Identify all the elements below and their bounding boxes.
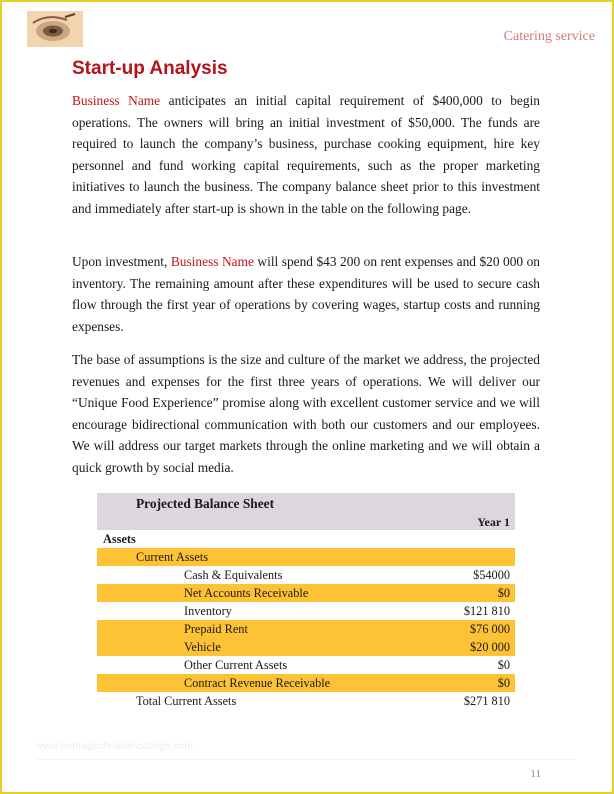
- row-value: $121 810: [463, 604, 510, 618]
- paragraph-investment-use: [72, 251, 540, 337]
- table-row-prepaid-rent: [97, 620, 515, 638]
- table-row-current-assets: [97, 548, 515, 566]
- table-row-inventory: [97, 602, 515, 620]
- footer-divider: [36, 759, 576, 760]
- balance-sheet-header: [97, 493, 515, 530]
- row-label: Net Accounts Receivable: [184, 586, 309, 600]
- row-value: $20 000: [470, 640, 510, 654]
- table-row-total-current-assets: [97, 692, 515, 710]
- paragraph-text-lead: Upon investment,: [72, 254, 171, 269]
- row-label: Cash & Equivalents: [184, 568, 283, 582]
- row-value: $0: [497, 586, 510, 600]
- table-row-assets: [97, 530, 515, 548]
- table-row-contract-revenue-receivable: [97, 674, 515, 692]
- paragraph-assumptions: [72, 349, 540, 479]
- row-label: Current Assets: [136, 550, 209, 564]
- paragraph-text: will spend $43 200 on rent expenses and $20 000 on inventory. The remaining amount after these expenditures will be used to secure cash flow through the first year of operations by covering wages, startup costs and running expenses.: [72, 254, 540, 334]
- paragraph-text: The base of assumptions is the size and culture of the market we address, the projected revenues and expenses for the first three years of operations. We will deliver our “Unique Food Experience” promise along with excellent customer service and we will encourage bidirectional communication with both our customers and our employees. We will address our target markets through the online marketing and we will obtain a quick growth by social media.: [72, 352, 540, 475]
- row-label: Inventory: [184, 604, 232, 618]
- row-label: Assets: [103, 532, 136, 546]
- section-heading: Start-up Analysis: [72, 58, 228, 79]
- business-name-placeholder: Business Name: [72, 93, 161, 108]
- table-row-vehicle: [97, 638, 515, 656]
- year-column-label: Year 1: [477, 515, 510, 529]
- balance-sheet-title: Projected Balance Sheet: [136, 496, 275, 511]
- row-label: Other Current Assets: [184, 658, 288, 672]
- paragraph-text: anticipates an initial capital requirement of $400,000 to begin operations. The owners will bring an initial investment of $50,000. The funds are required to launch the company’s business, purchase cooking equipment, hire key personnel and fund working capital requirements, such as the proper marketing initiatives to launch the business. The company balance sheet prior to this investment and immediately after start-up is shown in the table on the following page.: [72, 93, 540, 216]
- row-value: $76 000: [470, 622, 510, 636]
- company-logo: [27, 11, 83, 47]
- row-label: Total Current Assets: [136, 694, 237, 708]
- document-title: Catering service: [503, 29, 595, 44]
- row-value: $271 810: [463, 694, 510, 708]
- row-label: Prepaid Rent: [184, 622, 248, 636]
- table-row-cash: [97, 566, 515, 584]
- row-label: Vehicle: [184, 640, 221, 654]
- balance-sheet-table: [97, 493, 515, 710]
- table-row-net-accounts-receivable: [97, 584, 515, 602]
- business-name-placeholder: Business Name: [170, 254, 254, 269]
- row-value: $0: [497, 676, 510, 690]
- page-number: 11: [530, 768, 541, 780]
- table-row-other-current-assets: [97, 656, 515, 674]
- watermark-text: www.heritagechristiancollege.com: [36, 741, 194, 752]
- row-value: $54000: [473, 568, 510, 582]
- row-label: Contract Revenue Receivable: [184, 676, 331, 690]
- paragraph-startup-funding: [72, 90, 540, 220]
- row-value: $0: [497, 658, 510, 672]
